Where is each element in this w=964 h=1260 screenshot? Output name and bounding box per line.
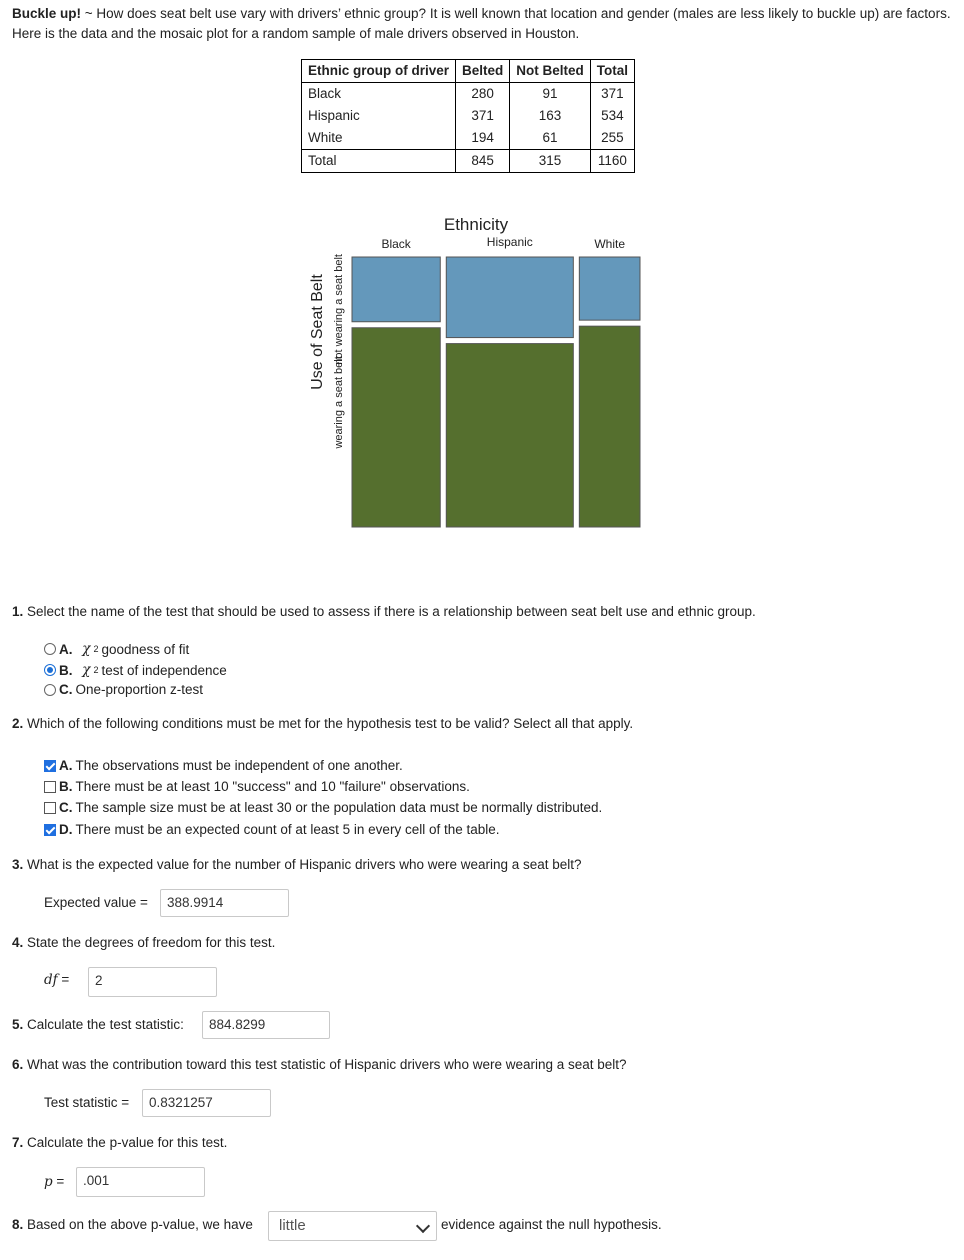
- equals-sign: =: [52, 1174, 65, 1189]
- q1-option-b[interactable]: [44, 662, 227, 678]
- table-cell: 255: [590, 127, 634, 150]
- mosaic-row-label: not wearing a seat belt: [333, 254, 345, 365]
- question-text: Calculate the p-value for this test.: [23, 1135, 228, 1150]
- expected-value-input[interactable]: 388.9914: [160, 889, 289, 917]
- equals-sign: =: [57, 972, 70, 987]
- option-text: One-proportion z-test: [75, 682, 204, 697]
- df-symbol: df: [44, 972, 58, 988]
- superscript: 2: [93, 665, 99, 675]
- question-number: 5.: [12, 1017, 24, 1032]
- option-text: There must be an expected count of at least 5 in every cell of the table.: [75, 822, 500, 837]
- checkbox-checked[interactable]: [44, 760, 56, 772]
- evidence-after-text: evidence against the null hypothesis.: [441, 1217, 662, 1232]
- superscript: 2: [93, 644, 99, 654]
- mosaic-plot: [290, 200, 660, 540]
- table-cell: Hispanic: [302, 105, 456, 127]
- question-text: Which of the following conditions must be met for the hypothesis test to be valid? Select all that apply.: [23, 716, 634, 731]
- test-statistic-input[interactable]: 884.8299: [202, 1011, 330, 1039]
- question-number: 3.: [12, 857, 24, 872]
- table-cell: 194: [456, 127, 510, 150]
- mosaic-column-label: Hispanic: [486, 235, 533, 249]
- contingency-table: [301, 59, 635, 173]
- table-header: Ethnic group of driver: [302, 60, 456, 83]
- option-letter: C.: [59, 800, 73, 815]
- option-text: goodness of fit: [101, 641, 190, 657]
- contribution-input[interactable]: 0.8321257: [142, 1089, 271, 1117]
- q2-option-c[interactable]: [44, 800, 602, 815]
- option-letter: A.: [59, 758, 73, 773]
- question-5: [12, 1017, 184, 1032]
- mosaic-title: Ethnicity: [443, 215, 509, 234]
- option-letter: B.: [59, 662, 73, 678]
- option-text: The observations must be independent of one another.: [75, 758, 403, 773]
- mosaic-y-axis-label: Use of Seat Belt: [309, 274, 326, 390]
- question-3: [12, 857, 582, 872]
- q2-option-b[interactable]: [44, 779, 470, 794]
- question-number: 1.: [12, 604, 24, 619]
- expected-value-label: Expected value =: [44, 895, 148, 910]
- question-6: [12, 1057, 627, 1072]
- question-text: What is the expected value for the number of Hispanic drivers who were wearing a seat belt?: [23, 857, 582, 872]
- table-cell: 315: [510, 150, 591, 173]
- table-row: [302, 105, 635, 127]
- table-cell: Black: [302, 83, 456, 106]
- dropdown-value: little: [279, 1217, 306, 1234]
- table-row-total: [302, 150, 635, 173]
- question-4: [12, 935, 275, 950]
- mosaic-tile-white-belted: [579, 326, 640, 527]
- option-text: test of independence: [101, 662, 227, 678]
- question-2: [12, 716, 633, 731]
- intro-text: ~ How does seat belt use vary with drivers’ ethnic group? It is well known that location and gender (males are less likely to buckle up) are factors. Here is the data and the mosaic plot for a random sample of male drivers observed in Houston.: [12, 6, 951, 41]
- table-cell: Total: [302, 150, 456, 173]
- mosaic-tile-black-not-belted: [352, 257, 440, 322]
- mosaic-tile-black-belted: [352, 328, 440, 527]
- checkbox-checked[interactable]: [44, 824, 56, 836]
- option-text: There must be at least 10 "success" and 10 "failure" observations.: [75, 779, 470, 794]
- question-text: Select the name of the test that should be used to assess if there is a relationship between seat belt use and ethnic group.: [23, 604, 756, 619]
- radio-button[interactable]: [44, 684, 56, 696]
- table-row: [302, 83, 635, 106]
- table-header: Belted: [456, 60, 510, 83]
- table-cell: 1160: [590, 150, 634, 173]
- table-cell: 371: [590, 83, 634, 106]
- table-cell: White: [302, 127, 456, 150]
- p-symbol: p: [44, 1174, 53, 1190]
- p-label: [44, 1174, 64, 1190]
- table-cell: 371: [456, 105, 510, 127]
- q1-option-a[interactable]: [44, 641, 189, 657]
- question-text: Based on the above p-value, we have: [23, 1217, 253, 1232]
- mosaic-column-label: White: [594, 237, 626, 251]
- mosaic-tile-hispanic-not-belted: [446, 257, 573, 338]
- question-7: [12, 1135, 227, 1150]
- chi-symbol: χ: [82, 641, 91, 657]
- checkbox[interactable]: [44, 802, 56, 814]
- table-cell: 280: [456, 83, 510, 106]
- question-number: 8.: [12, 1217, 24, 1232]
- question-text: Calculate the test statistic:: [23, 1017, 184, 1032]
- intro-paragraph: [12, 4, 952, 44]
- question-number: 2.: [12, 716, 24, 731]
- p-value-input[interactable]: .001: [76, 1167, 205, 1197]
- table-header: Total: [590, 60, 634, 83]
- table-cell: 163: [510, 105, 591, 127]
- q1-option-c[interactable]: [44, 682, 203, 697]
- table-row: [302, 127, 635, 150]
- option-letter: A.: [59, 641, 73, 657]
- table-cell: 845: [456, 150, 510, 173]
- chevron-down-icon: [416, 1219, 430, 1233]
- radio-button-selected[interactable]: [44, 664, 56, 676]
- evidence-dropdown[interactable]: [268, 1211, 437, 1241]
- radio-button[interactable]: [44, 643, 56, 655]
- option-letter: C.: [59, 682, 73, 697]
- intro-title: Buckle up!: [12, 6, 82, 21]
- table-header: Not Belted: [510, 60, 591, 83]
- question-number: 7.: [12, 1135, 24, 1150]
- question-number: 6.: [12, 1057, 24, 1072]
- table-cell: 534: [590, 105, 634, 127]
- question-text: What was the contribution toward this test statistic of Hispanic drivers who were wearing a seat belt?: [23, 1057, 627, 1072]
- checkbox[interactable]: [44, 781, 56, 793]
- q2-option-a[interactable]: [44, 758, 403, 773]
- option-text: The sample size must be at least 30 or the population data must be normally distributed.: [75, 800, 603, 815]
- question-number: 4.: [12, 935, 24, 950]
- table-header-row: [302, 60, 635, 83]
- question-text: State the degrees of freedom for this test.: [23, 935, 276, 950]
- question-8: [12, 1217, 253, 1232]
- contribution-label: Test statistic =: [44, 1095, 130, 1110]
- table-cell: 61: [510, 127, 591, 150]
- df-label: [44, 972, 69, 988]
- table-cell: 91: [510, 83, 591, 106]
- mosaic-tile-white-not-belted: [579, 257, 640, 320]
- question-1: [12, 604, 756, 619]
- option-letter: D.: [59, 822, 73, 837]
- mosaic-row-label: wearing a seat belt: [333, 356, 345, 449]
- df-input[interactable]: 2: [88, 967, 217, 997]
- option-letter: B.: [59, 779, 73, 794]
- chi-symbol: χ: [82, 662, 91, 678]
- mosaic-column-label: Black: [381, 237, 411, 251]
- q2-option-d[interactable]: [44, 822, 500, 837]
- mosaic-tile-hispanic-belted: [446, 344, 573, 527]
